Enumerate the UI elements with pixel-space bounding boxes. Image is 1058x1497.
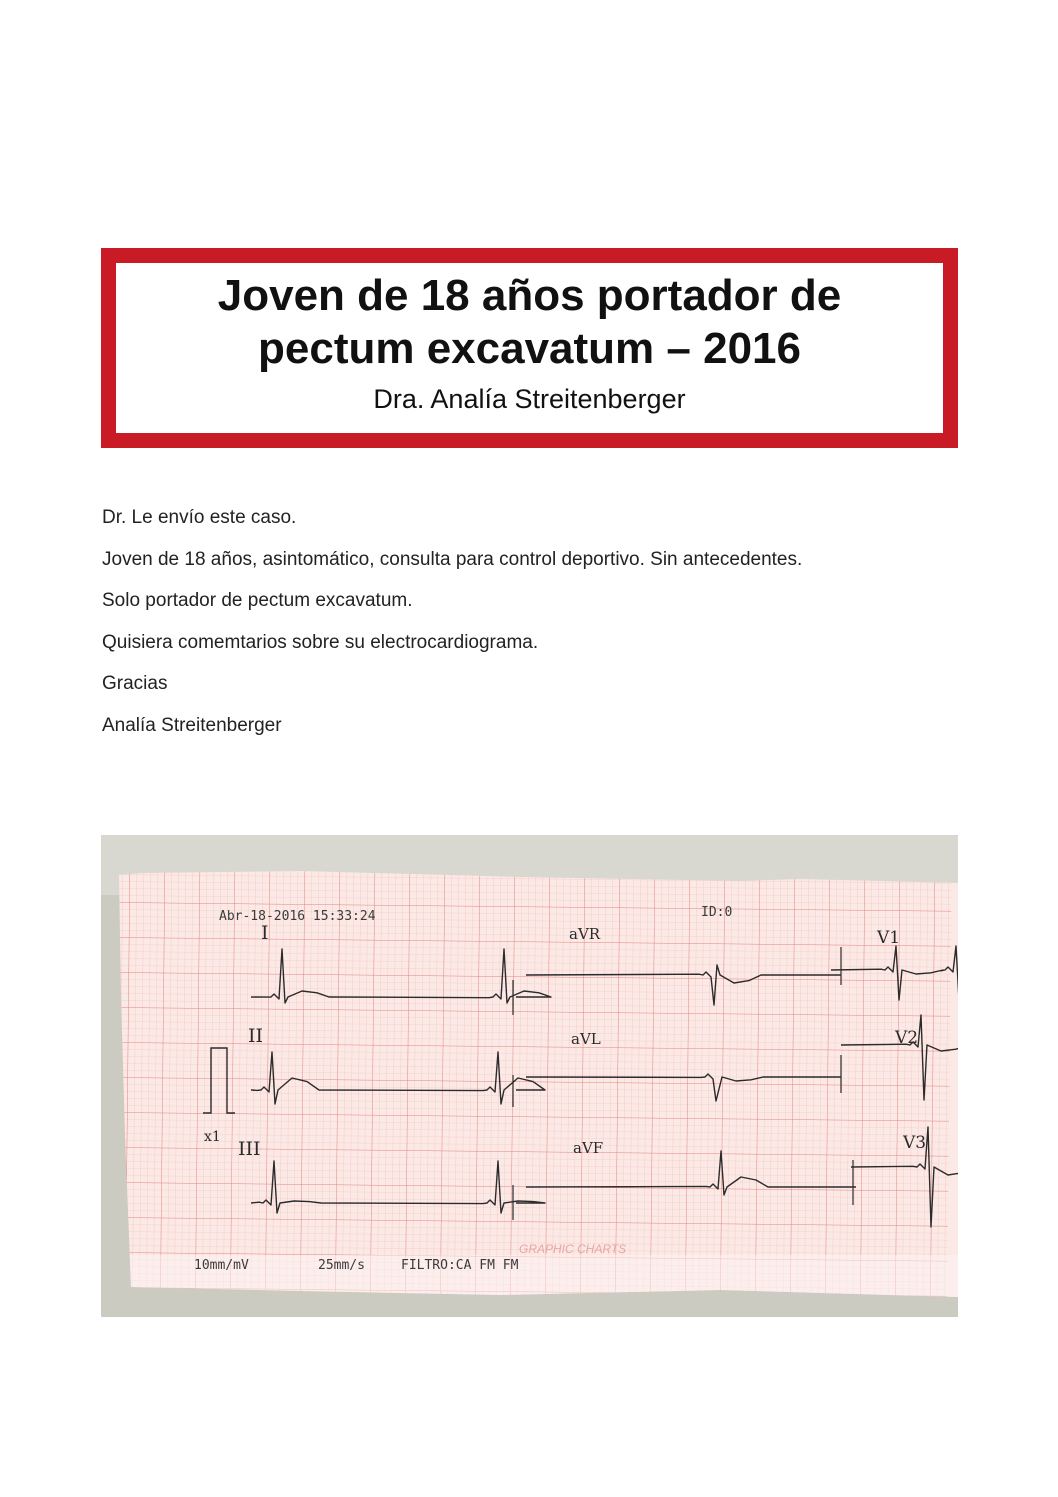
- lead-label-v1: V1: [877, 928, 901, 948]
- document-title: [116, 269, 943, 375]
- lead-label-ii: II: [248, 1025, 264, 1047]
- ecg-strip: [101, 835, 958, 1317]
- ecg-timestamp: Abr-18-2016 15:33:24: [219, 909, 376, 924]
- title-box: [101, 248, 958, 448]
- lead-label-avf: aVF: [573, 1139, 604, 1157]
- lead-label-v2: V2: [895, 1028, 919, 1048]
- lead-label-i: I: [261, 922, 269, 944]
- paper-brand: GRAPHIC CHARTS: [519, 1242, 627, 1256]
- lead-label-v3: V3: [903, 1133, 927, 1153]
- ecg-id: ID:0: [701, 905, 733, 920]
- author-name: Dra. Analía Streitenberger: [373, 384, 686, 414]
- message-line: Dr. Le envío este caso.: [102, 507, 297, 528]
- ecg-photo: [101, 835, 958, 1317]
- calibration-label: x1: [204, 1129, 221, 1145]
- footer-filter: FILTRO:CA FM FM: [401, 1258, 519, 1273]
- message-line: Quisiera comemtarios sobre su electrocardiograma.: [102, 631, 539, 653]
- message-line: Gracias: [102, 673, 168, 695]
- message-body: [102, 497, 962, 747]
- message-line: Joven de 18 años, asintomático, consulta para control deportivo. Sin antecedentes.: [102, 548, 803, 570]
- title-line-2: pectum excavatum – 2016: [258, 324, 801, 373]
- message-signature: Analía Streitenberger: [102, 714, 282, 736]
- lead-label-avr: aVR: [569, 925, 601, 943]
- lead-label-iii: III: [238, 1138, 261, 1160]
- footer-gain: 10mm/mV: [194, 1258, 249, 1273]
- footer-speed: 25mm/s: [318, 1258, 365, 1273]
- message-line: Solo portador de pectum excavatum.: [102, 590, 413, 612]
- lead-label-avl: aVL: [571, 1030, 601, 1048]
- title-line-1: Joven de 18 años portador de: [217, 271, 842, 320]
